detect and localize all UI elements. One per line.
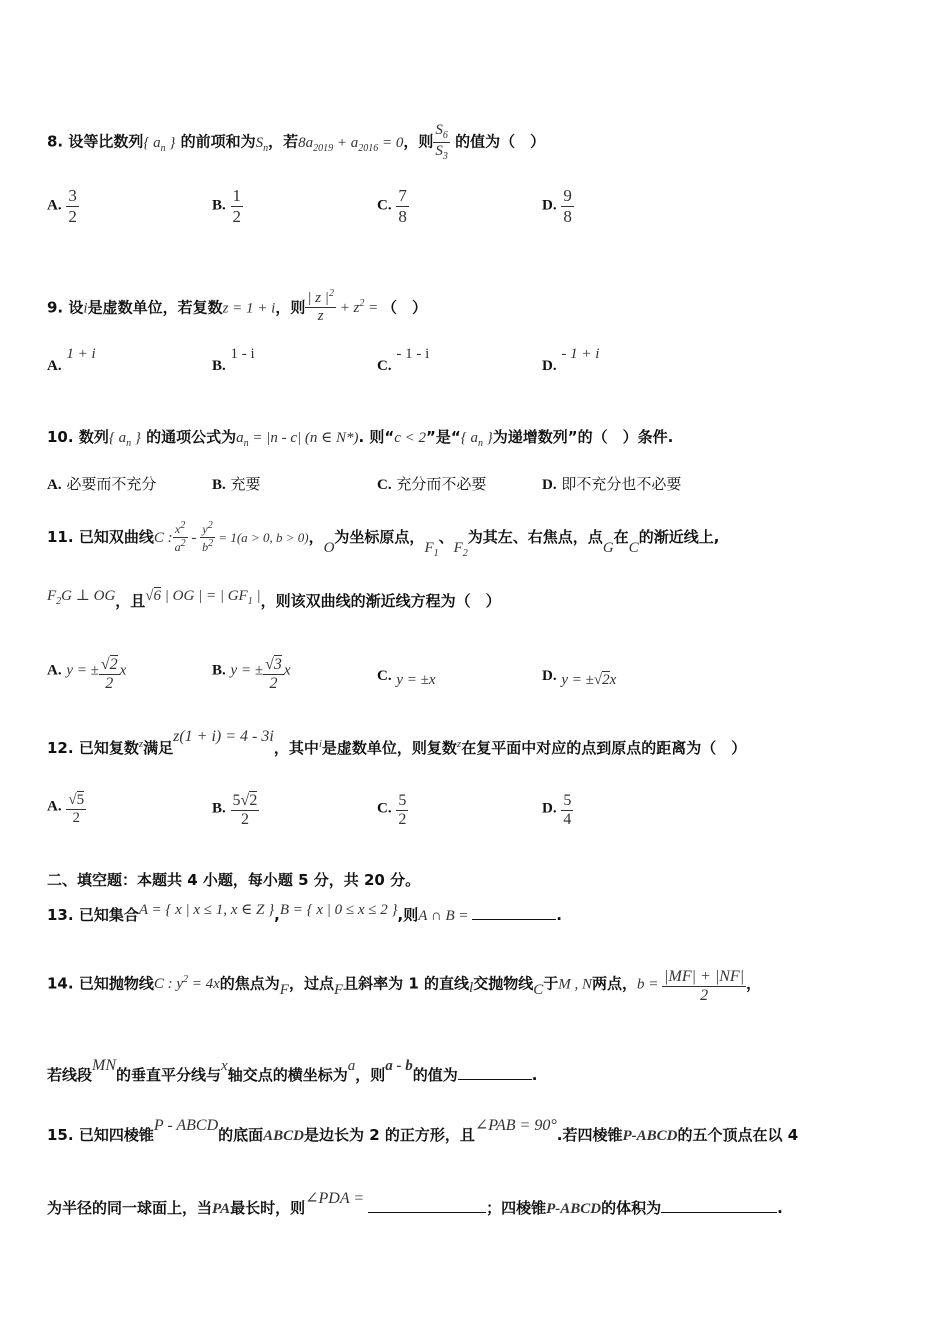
q14-fraction: $\frac{|MF| + |NF|}{2}$ — [664, 968, 745, 1005]
q9-option-b[interactable]: B. 1 - i — [212, 346, 255, 374]
q9-option-c[interactable]: C. - 1 - i — [377, 346, 430, 374]
q15-volume-answer-blank[interactable] — [661, 1198, 777, 1213]
q8-option-a[interactable]: A. $\frac{3}{2}$ — [47, 186, 77, 226]
q15-stem-line2: 为半径的同一球面上，当PA最长时，则∠PDA = ；四棱锥P-ABCD的体积为 . — [47, 1190, 783, 1217]
q14-stem-line2: 若线段MN的垂直平分线与x轴交点的横坐标为a，则a - b的值为 . — [47, 1057, 538, 1084]
q8-fraction: $\frac{S_6}{S_3}$ — [435, 122, 448, 162]
q12-stem: 12. 已知复数$^z$满足z(1 + i) = 4 - 3i，其中$^i$是虚数单位，则复数$^z$在复平面中对应的点到原点的距离为（ ） — [47, 728, 747, 757]
q8-option-b[interactable]: B. $\frac{1}{2}$ — [212, 186, 242, 226]
q8-option-d[interactable]: D. $\frac{9}{8}$ — [542, 186, 572, 226]
q9-fraction: $\frac{| z |^2}{z}$ — [307, 288, 334, 325]
q12-option-c[interactable]: C. $\frac{5}{2}$ — [377, 792, 407, 829]
q12-option-d[interactable]: D. $\frac{5}{4}$ — [542, 792, 572, 829]
q9-option-d[interactable]: D. - 1 + i — [542, 346, 600, 374]
q11-stem-line2: $F_2G$ ⊥ OG，且√6 | OG | = | $GF_1$ |，则该双曲线的渐近线方程为（ ） — [47, 588, 501, 610]
q10-option-b[interactable]: B. 充要 — [212, 475, 261, 493]
q12-option-a[interactable]: A. $\frac{√5}{2}$ — [47, 792, 85, 827]
q15-stem-line1: 15. 已知四棱锥P - ABCD的底面ABCD是边长为 2 的正方形，且∠PAB = 90°.若四棱锥P-ABCD的五个顶点在以 4 — [47, 1117, 799, 1144]
q13-answer-blank[interactable] — [472, 905, 556, 920]
q11-option-c[interactable]: C. y = ±x — [377, 668, 436, 688]
q11-option-b[interactable]: B. y = ± $\frac{√3}{2}$ x — [212, 656, 291, 693]
q11-stem-line1: 11. 已知双曲线C : $\frac{x^2}{a^2}$ - $\frac{y^2}{b^2}$ = 1(a > 0, b > 0)，O为坐标原点，$F_1$、$F_2$为其左、右焦点，点G在C的渐近线上, — [47, 520, 720, 559]
q11-option-a[interactable]: A. y = ± $\frac{√2}{2}$ x — [47, 656, 127, 693]
q14-answer-blank[interactable] — [458, 1065, 532, 1080]
q14-stem-line1: 14. 已知抛物线C : $y^2 = 4x$的焦点为F，过点F且斜率为 1 的直线l交抛物线C于M , N两点，b = $\frac{|MF| + |NF|}{2}$ ， — [47, 968, 762, 1005]
q10-stem: 10. 数列{ $a_n$ } 的通项公式为$a_n = |n - c|$ (n ∈ N*). 则“c < 2”是“{ $a_n$ }为递增数列”的（ ）条件. — [47, 428, 674, 449]
q15-angle-answer-blank[interactable] — [368, 1198, 486, 1213]
q10-option-c[interactable]: C. 充分而不必要 — [377, 475, 487, 493]
q13-stem: 13. 已知集合A = { x | x ≤ 1, x ∈ Z },B = { x | 0 ≤ x ≤ 2 },则A ∩ B = . — [47, 902, 562, 924]
q9-stem: 9. 设i是虚数单位，若复数z = 1 + i，则 $\frac{| z |^2}{z}$ + $z^2$ = （ ） — [47, 288, 428, 325]
q12-option-b[interactable]: B. $\frac{5√2}{2}$ — [212, 792, 258, 829]
q10-option-a[interactable]: A. 必要而不充分 — [47, 475, 157, 493]
q10-option-d[interactable]: D. 即不充分也不必要 — [542, 475, 682, 493]
q8-stem: 8. 设等比数列{ $a_n$ } 的前项和为$S_n$，若$8a_{2019} + a_{2016} = 0$，则 $\frac{S_6}{S_3}$ 的值为（ ） — [47, 122, 546, 162]
q8-option-c[interactable]: C. $\frac{7}{8}$ — [377, 186, 407, 226]
section-heading: 二、填空题：本题共 4 小题，每小题 5 分，共 20 分。 — [47, 871, 421, 889]
q9-option-a[interactable]: A. 1 + i — [47, 346, 96, 374]
q11-option-d[interactable]: D. y = ±√2x — [542, 668, 617, 688]
